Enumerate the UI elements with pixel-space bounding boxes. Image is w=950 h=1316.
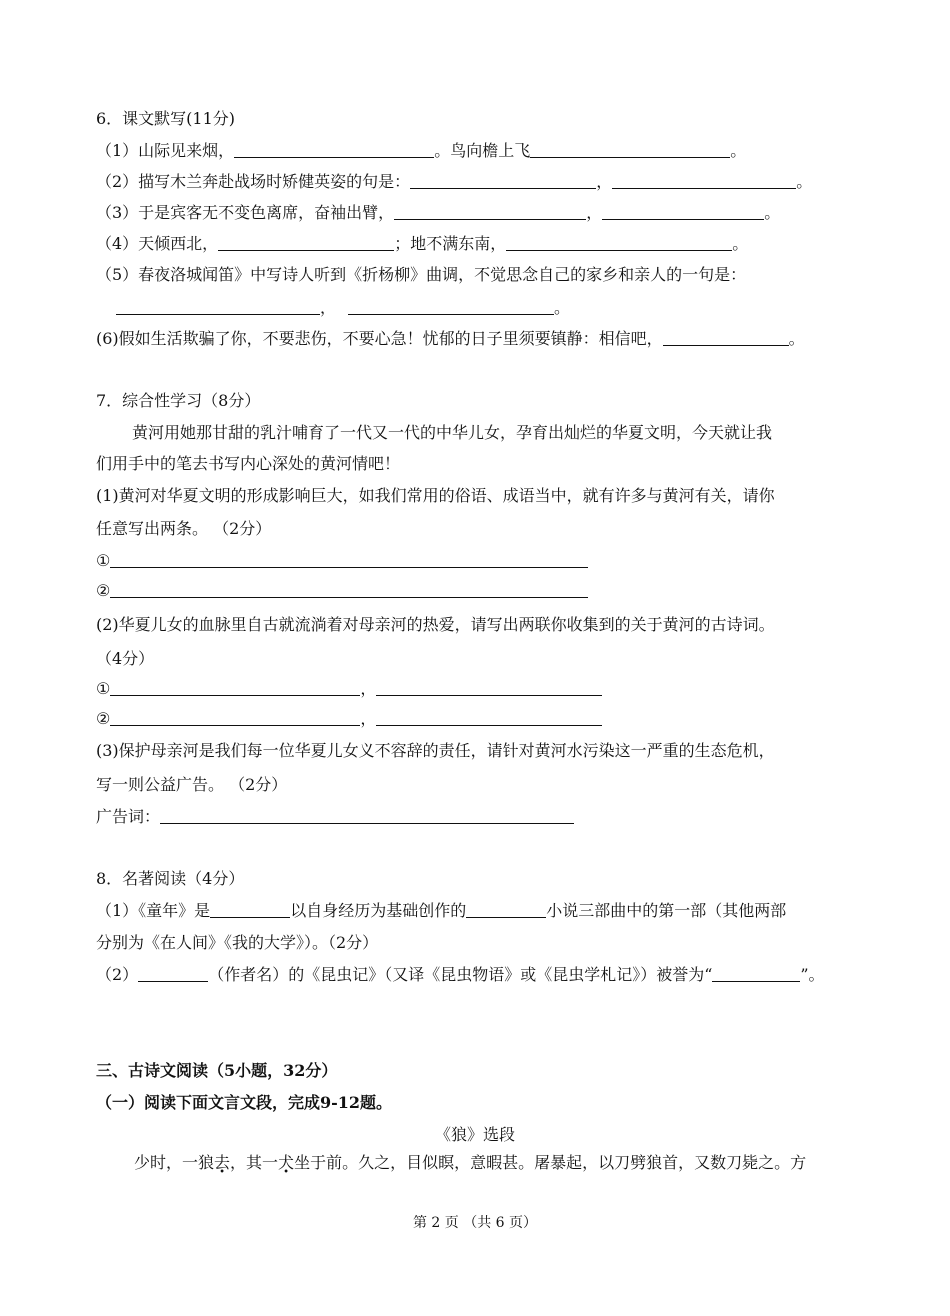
q6-2-blank-1[interactable]	[410, 172, 596, 189]
q6-5-blank-1[interactable]	[116, 298, 320, 315]
q6-3-blank-2[interactable]	[602, 203, 764, 220]
q8-line-1b: 分别为《在人间》《我的大学》）。（2分）	[96, 933, 379, 952]
q6-3-blank-1[interactable]	[394, 203, 586, 220]
section-3-title: 三、古诗文阅读（5小题，32分）	[96, 1061, 338, 1080]
q8-2-text-a: （2）	[96, 965, 139, 984]
page-footer: 第 2 页 （共 6 页）	[412, 1215, 538, 1231]
q7-marker-1: ①	[96, 551, 111, 570]
q8-line-2	[96, 964, 825, 986]
q6-5-blank-2[interactable]	[348, 298, 554, 315]
q6-line-3	[96, 202, 780, 224]
q6-3-text-a: （3）于是宾客无不变色离席，奋袖出臂，	[96, 203, 395, 222]
passage-line-1	[134, 1152, 806, 1174]
q7-part1-line-1: (1)黄河对华夏文明的形成影响巨大，如我们常用的俗语、成语当中，就有许多与黄河有关，请你	[96, 486, 775, 505]
q7-part2-answer-2	[96, 708, 602, 730]
dotted-char-quan: 犬	[278, 1153, 295, 1172]
q6-4-text-b: ；地不满东南，	[394, 234, 507, 253]
q7-p1-blank-2[interactable]	[110, 581, 588, 598]
q7-ad-label: 广告词：	[96, 807, 161, 826]
q6-1-blank-1[interactable]	[234, 141, 434, 158]
q6-2-blank-2[interactable]	[612, 172, 796, 189]
q7-intro-1: 黄河用她那甘甜的乳汁哺育了一代又一代的中华儿女，孕育出灿烂的华夏文明，今天就让我	[132, 423, 773, 442]
q7-part2-answer-1	[96, 678, 602, 700]
q6-5-comma: ，	[320, 298, 337, 317]
q7-part1-answer-2	[96, 580, 588, 602]
q8-2-blank-1[interactable]	[138, 965, 208, 982]
q6-line-5: （5）春夜洛城闻笛》中写诗人听到《折杨柳》曲调，不觉思念自己的家乡和亲人的一句是：	[96, 265, 747, 284]
q7-comma-1: ，	[360, 679, 377, 698]
q7-marker-3: ①	[96, 679, 111, 698]
q7-marker-2: ②	[96, 581, 111, 600]
q6-4-text-a: （4）天倾西北，	[96, 234, 219, 253]
q6-line-5-answer	[116, 297, 570, 319]
q7-p1-blank-1[interactable]	[110, 551, 588, 568]
dotted-char-qu: 去	[214, 1153, 231, 1172]
q7-part2-line-2: （4分）	[96, 649, 155, 668]
q6-6-text: (6)假如生活欺骗了你，不要悲伤，不要心急！忧郁的日子里须要镇静：相信吧，	[96, 329, 663, 348]
q7-p2-blank-1[interactable]	[110, 679, 360, 696]
q7-part3-line-2: 写一则公益广告。 （2分）	[96, 775, 288, 794]
q8-title: 8．名著阅读（4分）	[96, 869, 245, 888]
q6-line-4	[96, 233, 748, 255]
q6-1-blank-2[interactable]	[530, 141, 730, 158]
q6-1-text-c: 。	[730, 141, 747, 160]
section-3-subtitle: （一）阅读下面文言文段，完成9-12题。	[96, 1093, 393, 1112]
passage-text-b: ，其一	[230, 1153, 279, 1172]
q6-4-blank-1[interactable]	[218, 234, 394, 251]
q6-5-period: 。	[554, 298, 571, 317]
q7-part1-line-2: 任意写出两条。 （2分）	[96, 519, 272, 538]
q7-p2-blank-3[interactable]	[110, 709, 360, 726]
q8-1-text-c: 小说三部曲中的第一部（其他两部	[546, 901, 787, 920]
q6-line-6	[96, 328, 805, 350]
passage-text-c: 坐于前。久之，目似瞑，意暇甚。屠暴起，以刀劈狼首，又数刀毙之。方	[294, 1153, 807, 1172]
q6-1-text-b: 。鸟向檐上飞	[434, 141, 531, 160]
q8-2-text-c: ”。	[800, 965, 825, 984]
q7-p2-blank-2[interactable]	[376, 679, 602, 696]
q8-2-text-b: （作者名）的《昆虫记》（又译《昆虫物语》或《昆虫学札记》）被誉为“	[208, 965, 713, 984]
q6-title: 6．课文默写(11分)	[96, 109, 236, 128]
q6-6-period: 。	[788, 329, 805, 348]
passage-text-a: 少时，一狼	[134, 1153, 215, 1172]
q8-1-text-a: （1）《童年》是	[96, 901, 211, 920]
q8-1-blank-1[interactable]	[210, 901, 290, 918]
q7-p2-blank-4[interactable]	[376, 709, 602, 726]
q6-6-blank[interactable]	[663, 329, 789, 346]
q6-2-text-a: （2）描写木兰奔赴战场时矫健英姿的句是：	[96, 172, 411, 191]
q7-part3-line-1: (3)保护母亲河是我们每一位华夏儿女义不容辞的责任，请针对黄河水污染这一严重的生态危机，	[96, 741, 775, 760]
q6-2-text-b: ，	[596, 172, 613, 191]
q6-3-text-b: ，	[586, 203, 603, 222]
q8-2-blank-2[interactable]	[712, 965, 800, 982]
q7-part2-line-1: (2)华夏儿女的血脉里自古就流淌着对母亲河的热爱，请写出两联你收集到的关于黄河的古诗词。	[96, 615, 775, 634]
q8-1-blank-2[interactable]	[466, 901, 546, 918]
q8-1-text-b: 以自身经历为基础创作的	[290, 901, 467, 920]
q6-4-text-c: 。	[732, 234, 749, 253]
q7-part1-answer-1	[96, 550, 588, 572]
q6-2-text-c: 。	[796, 172, 813, 191]
q7-intro-2: 们用手中的笔去书写内心深处的黄河情吧！	[96, 454, 401, 473]
q7-ad-line	[96, 806, 574, 828]
q6-line-2	[96, 171, 812, 193]
passage-title: 《狼》选段	[434, 1125, 515, 1144]
q8-line-1	[96, 900, 786, 922]
q7-comma-2: ，	[360, 709, 377, 728]
q7-marker-4: ②	[96, 709, 111, 728]
q7-ad-blank[interactable]	[160, 807, 574, 824]
q6-3-text-c: 。	[764, 203, 781, 222]
q6-1-text-a: （1）山际见来烟，	[96, 141, 235, 160]
q7-title: 7．综合性学习（8分）	[96, 391, 261, 410]
q6-line-1	[96, 140, 746, 162]
q6-4-blank-2[interactable]	[506, 234, 732, 251]
